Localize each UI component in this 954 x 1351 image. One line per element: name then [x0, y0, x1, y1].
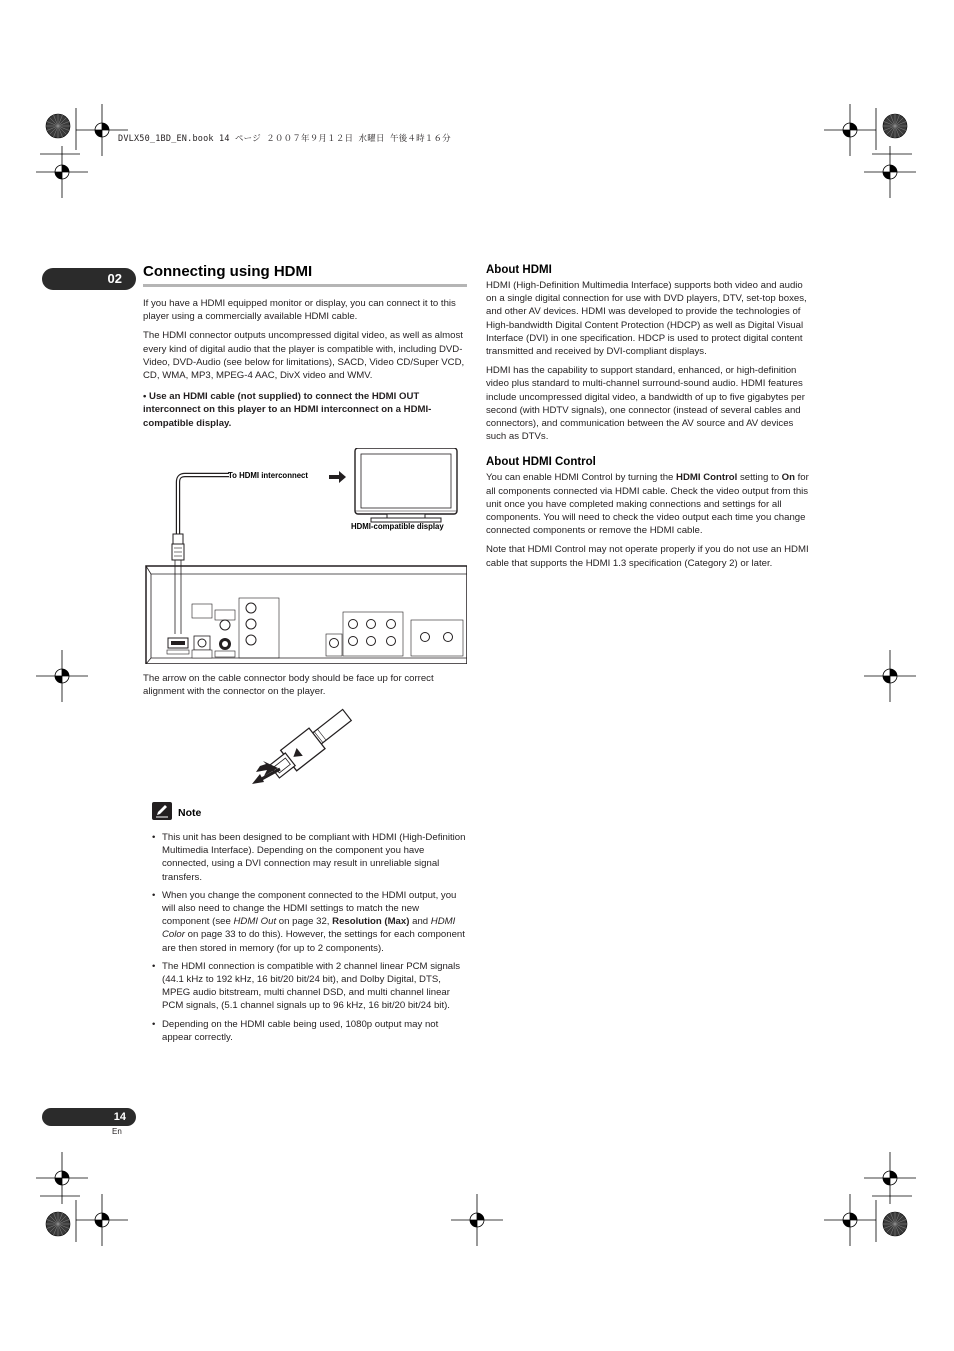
note-title: Note — [178, 806, 202, 819]
note-item: • The HDMI connection is compatible with 2 channel linear PCM signals (44.1 kHz to 192 kHz, 16 bit/20 bit/24 bit), and Dolby Digital, DTS, MPEG audio bitstream, multi channel DSD, and multi channel linear PCM signals, (5.1 channel signals up to 96 kHz, 16 bit/20 bit/24 bit). — [152, 960, 467, 1013]
hdmi-control-paragraph-1: You can enable HDMI Control by turning the HDMI Control setting to On for all components connected via HDMI cable. Check the video output from this unit once you have completed making connections and settings for all components. You will need to check the video output each time you change connected components or remove the HDMI cable. — [486, 472, 809, 537]
hdmi-control-setting: HDMI Control — [676, 472, 738, 484]
player-rear-panel — [146, 566, 467, 664]
diagram-label-display: HDMI-compatible display — [351, 522, 444, 531]
ref-resolution-max: Resolution (Max) — [332, 916, 410, 928]
instruction-bullet: • Use an HDMI cable (not supplied) to connect the HDMI OUT interconnect on this player to an HDMI interconnect on a HDMI-compatible display. — [143, 391, 432, 429]
section-title: Connecting using HDMI — [143, 263, 313, 280]
diagram-label-connect: To HDMI interconnect — [228, 471, 308, 480]
title-rule — [143, 284, 467, 287]
about-hdmi-control-heading: About HDMI Control — [486, 456, 596, 469]
on-setting: On — [781, 472, 795, 484]
note-item: • When you change the component connected to the HDMI output, you will also need to change the HDMI settings to match the new component (see HDMI Out on page 32, Resolution (Max) and HDMI Color on page 33 to do this). However, the settings for each component are then stored in memory (for up to 2 components). — [152, 889, 467, 955]
right-column — [486, 263, 810, 576]
about-hdmi-paragraph-2: HDMI has the capability to support standard, enhanced, or high-definition video plus standard to multi-channel surround-sound audio. HDMI features include uncompressed digital video, a bandwidth of up to five gigabytes per second (with HDTV signals), one connector (instead of several cables and connectors), and communication between the AV source and AV devices such as DTVs. — [486, 365, 805, 443]
connector-paragraph: The HDMI connector outputs uncompressed digital video, as well as almost every kind of digital audio that the player is compatible with, including DVD-Video, DVD-Audio (see below for limitations), SACD, Video CD/Super VCD, CD, WMA, MP3, MPEG-4 AAC, DivX video and WMV. — [143, 330, 465, 382]
arrow-right-icon — [329, 471, 346, 483]
note-heading — [152, 802, 467, 823]
intro-paragraph: If you have a HDMI equipped monitor or display, you can connect it to this player using a commercially available HDMI cable. — [143, 298, 456, 323]
note-list — [152, 831, 467, 1044]
ref-hdmi-out: HDMI Out — [233, 916, 277, 928]
print-header: DVLX50_1BD_EN.book 14 ページ ２００７年９月１２日 水曜日 午後４時１６分 — [118, 134, 451, 144]
note-block — [152, 802, 467, 1049]
page-language: En — [112, 1127, 122, 1136]
note-pencil-icon — [152, 802, 172, 823]
page-number-tab: 14 — [42, 1108, 136, 1126]
ref-hdmi-color: HDMI Color — [162, 916, 456, 941]
hdmi-control-paragraph-2: Note that HDMI Control may not operate properly if you do not use an HDMI cable that supports the HDMI 1.3 specification (Category 2) or later. — [486, 544, 809, 569]
hdmi-plug-illustration — [250, 706, 362, 788]
note-item: • This unit has been designed to be compliant with HDMI (High-Definition Multimedia Interface). Depending on the component you have connected, using a DVI connection may result in unreliable signal transfers. — [152, 831, 467, 884]
chapter-tab: 02 — [42, 268, 136, 290]
arrow-caption: The arrow on the cable connector body should be face up for correct alignment with the connector on the player. — [143, 673, 434, 698]
left-column — [143, 297, 467, 436]
note-item: • Depending on the HDMI cable being used, 1080p output may not appear correctly. — [152, 1018, 467, 1044]
hdmi-connection-diagram — [143, 448, 467, 664]
about-hdmi-paragraph-1: HDMI (High-Definition Multimedia Interface) supports both video and audio on a single digital connection for use with DVD players, DTV, set-top boxes, and other AV devices. HDMI was developed to provide the technologies of High-bandwidth Digital Content Protection (HDCP) as well as Digital Visual Interface (DVI) in one specification. HDCP is used to protect digital content transmitted and received by DVI-compliant displays. — [486, 280, 807, 358]
about-hdmi-heading: About HDMI — [486, 264, 552, 276]
tv-display-illustration — [355, 448, 457, 522]
